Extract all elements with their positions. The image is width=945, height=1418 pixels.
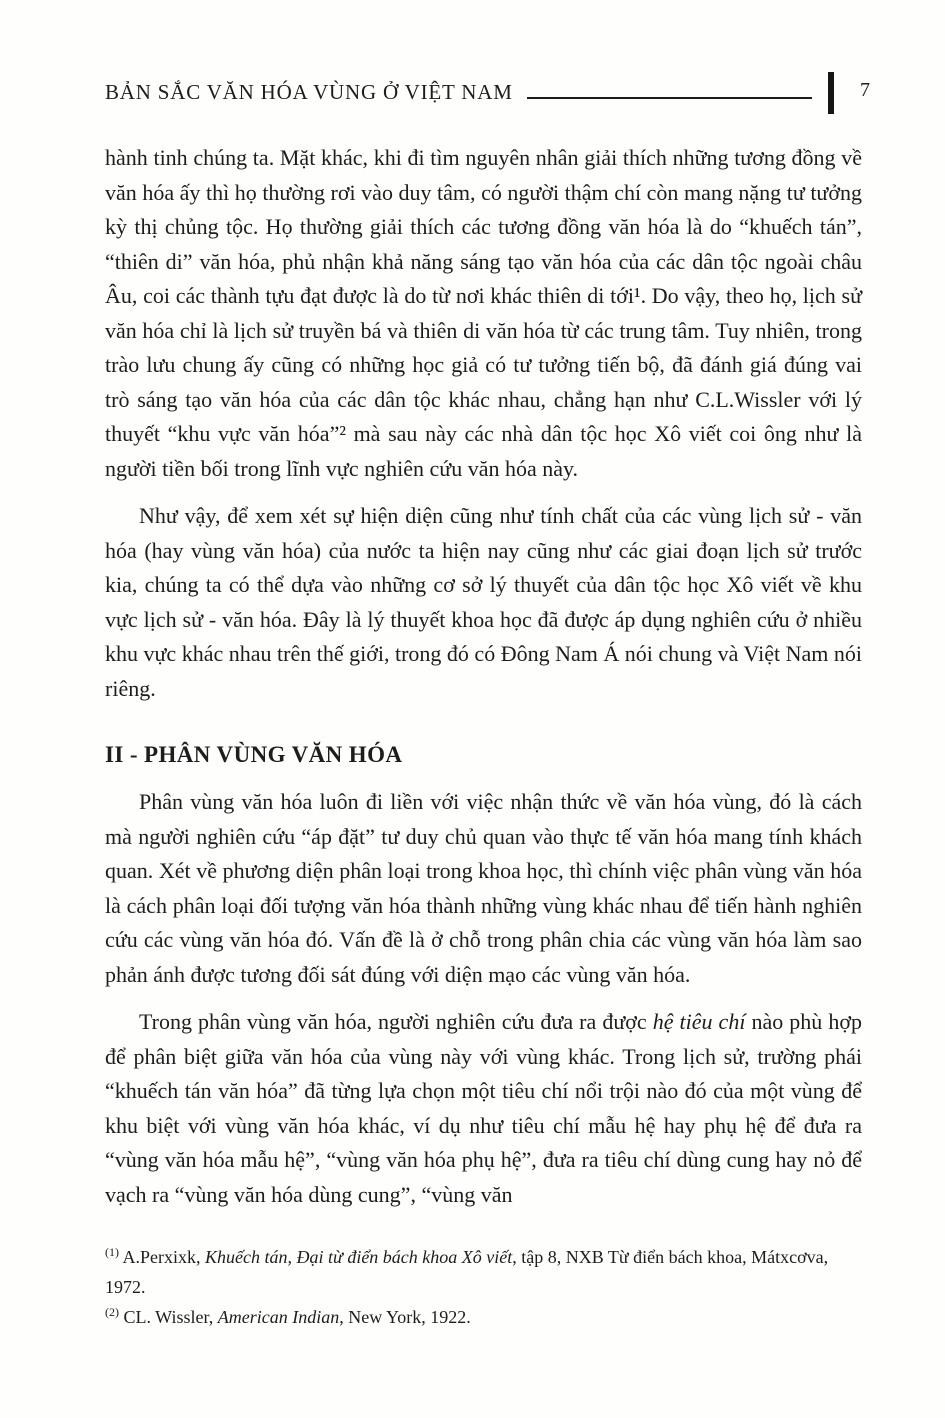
footnote-2-publication: , New York, 1922. bbox=[339, 1307, 471, 1327]
paragraph-4-text-start: Trong phân vùng văn hóa, người nghiên cứu đưa ra được bbox=[139, 1009, 653, 1034]
footnote-2-marker: (2) bbox=[105, 1305, 119, 1319]
footnotes-block bbox=[105, 1242, 862, 1332]
footnote-1-title: Khuếch tán, Đại từ điển bách khoa Xô viết bbox=[205, 1247, 513, 1267]
header-rule bbox=[527, 97, 812, 99]
footnote-2 bbox=[105, 1302, 862, 1332]
footnote-1-marker: (1) bbox=[105, 1245, 119, 1259]
paragraph-1: hành tinh chúng ta. Mặt khác, khi đi tìm nguyên nhân giải thích những tương đồng về văn hóa ấy thì họ thường rơi vào duy tâm, có người thậm chí còn mang nặng tư tưởng kỳ thị chủng tộc. Họ thường giải thích các tương đồng văn hóa là do “khuếch tán”, “thiên di” văn hóa, phủ nhận khả năng sáng tạo văn hóa của các dân tộc ngoài châu Âu, coi các thành tựu đạt được là do từ nơi khác thiên di tới¹. Do vậy, theo họ, lịch sử văn hóa chỉ là lịch sử truyền bá và thiên di văn hóa từ các trung tâm. Tuy nhiên, trong trào lưu chung ấy cũng có những học giả có tư tưởng tiến bộ, đã đánh giá đúng vai trò sáng tạo văn hóa của các dân tộc khác nhau, chẳng hạn như C.L.Wissler với lý thuyết “khu vực văn hóa”² mà sau này các nhà dân tộc học Xô viết coi ông như là người tiền bối trong lĩnh vực nghiên cứu văn hóa này. bbox=[105, 145, 862, 481]
footnote-2-title: American Indian bbox=[217, 1307, 340, 1327]
page-body bbox=[105, 141, 862, 1332]
footnote-1 bbox=[105, 1242, 862, 1302]
paragraph-3: Phân vùng văn hóa luôn đi liền với việc nhận thức về văn hóa vùng, đó là cách mà người nghiên cứu “áp đặt” tư duy chủ quan vào thực tế văn hóa mang tính khách quan. Xét về phương diện phân loại trong khoa học, thì chính việc phân vùng văn hóa là cách phân loại đối tượng văn hóa thành những vùng khác nhau để tiến hành nghiên cứu các vùng văn hóa đó. Vấn đề là ở chỗ trong phân chia các vùng văn hóa làm sao phản ánh được tương đối sát đúng với diện mạo các vùng văn hóa. bbox=[105, 789, 862, 987]
header-divider-bar bbox=[828, 72, 834, 114]
footnote-2-author: CL. Wissler, bbox=[119, 1307, 218, 1327]
running-title: BẢN SẮC VĂN HÓA VÙNG Ở VIỆT NAM bbox=[105, 79, 513, 104]
footnote-1-author: A.Perxixk, bbox=[119, 1247, 206, 1267]
section-heading: II - PHÂN VÙNG VĂN HÓA bbox=[105, 742, 403, 767]
emphasized-term: hệ tiêu chí bbox=[652, 1009, 746, 1034]
page-number: 7 bbox=[860, 79, 870, 101]
paragraph-4-text-end: nào phù hợp để phân biệt giữa văn hóa của vùng này với vùng khác. Trong lịch sử, trường phái “khuếch tán văn hóa” đã từng lựa chọn một tiêu chí nổi trội nào đó của một vùng để khu biệt với vùng văn hóa khác, ví dụ như tiêu chí mẫu hệ hay phụ hệ để đưa ra “vùng văn hóa mẫu hệ”, “vùng văn hóa phụ hệ”, đưa ra tiêu chí dùng cung hay nỏ để vạch ra “vùng văn hóa dùng cung”, “vùng văn bbox=[105, 1009, 862, 1207]
page-header bbox=[105, 72, 870, 106]
footnote-1-publication: , tập 8, NXB Từ điển bách khoa, Mátxcơva, 1972. bbox=[105, 1247, 829, 1297]
paragraph-2: Như vậy, để xem xét sự hiện diện cũng như tính chất của các vùng lịch sử - văn hóa (hay vùng văn hóa) của nước ta hiện nay cũng như các giai đoạn lịch sử trước kia, chúng ta có thể dựa vào những cơ sở lý thuyết của dân tộc học Xô viết về khu vực lịch sử - văn hóa. Đây là lý thuyết khoa học đã được áp dụng nghiên cứu ở nhiều khu vực khác nhau trên thế giới, trong đó có Đông Nam Á nói chung và Việt Nam nói riêng. bbox=[105, 503, 862, 701]
paragraph-4 bbox=[105, 1005, 862, 1212]
